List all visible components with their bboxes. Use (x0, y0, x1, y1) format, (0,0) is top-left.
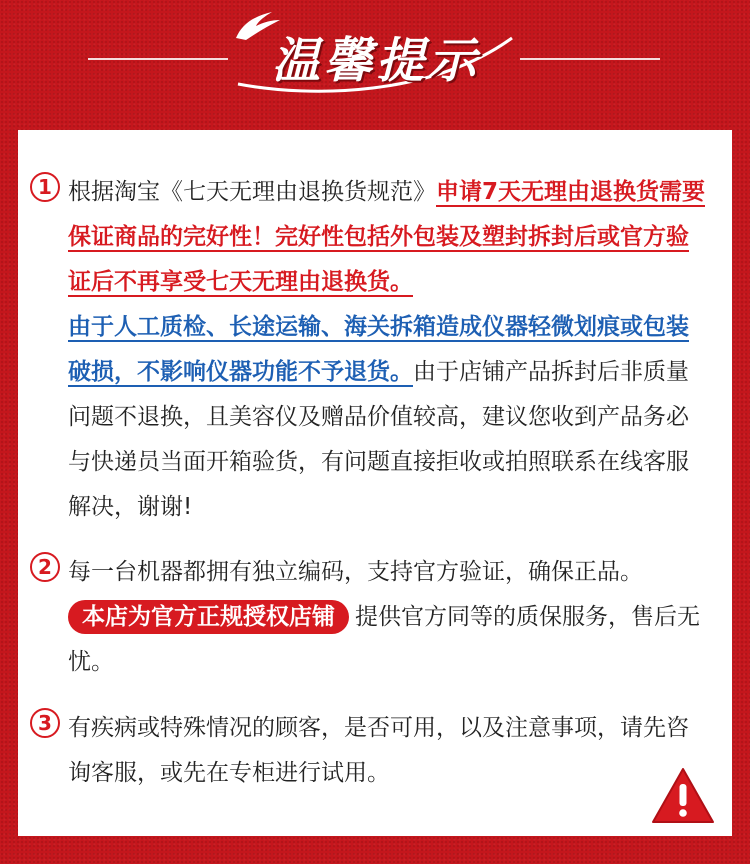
header-line-left (88, 58, 228, 60)
notice-item-2 (38, 550, 708, 685)
item2-text-plain: 每一台机器都拥有独立编码，支持官方验证，确保正品。 (68, 559, 643, 585)
header-line-right (520, 58, 660, 60)
notice-card (18, 130, 732, 836)
item1-text-red: 申请7天无理由退换货需要保证商品的完好性！完好性包括外包装及塑封拆封后或官方验证后不再享受七天无理由退换货。 (68, 179, 706, 295)
item-number-2: 2 (30, 552, 60, 582)
item-number-3: 3 (30, 708, 60, 738)
warning-triangle-icon (650, 766, 716, 826)
notice-item-1 (38, 170, 708, 530)
item-number-1: 1 (30, 172, 60, 202)
header (0, 0, 750, 128)
official-store-badge: 本店为官方正规授权店铺 (68, 600, 349, 634)
notice-item-3 (38, 706, 708, 796)
item1-text-plain: 根据淘宝《七天无理由退换货规范》 (68, 179, 436, 205)
item2-text-rest: 提供官方同等的质保服务，售后无忧。 (68, 604, 700, 675)
page-title: 温馨提示 (271, 33, 480, 89)
item3-text: 有疾病或特殊情况的顾客，是否可用，以及注意事项，请先咨询客服，或先在专柜进行试用。 (68, 715, 689, 786)
item1-text-blue: 由于人工质检、长途运输、海关拆箱造成仪器轻微划痕或包装破损，不影响仪器功能不予退货。 (68, 314, 689, 385)
item1-text-rest: 由于店铺产品拆封后非质量问题不退换，且美容仪及赠品价值较高，建议您收到产品务必与快递员当面开箱验货，有问题直接拒收或拍照联系在线客服解决，谢谢! (68, 359, 689, 520)
